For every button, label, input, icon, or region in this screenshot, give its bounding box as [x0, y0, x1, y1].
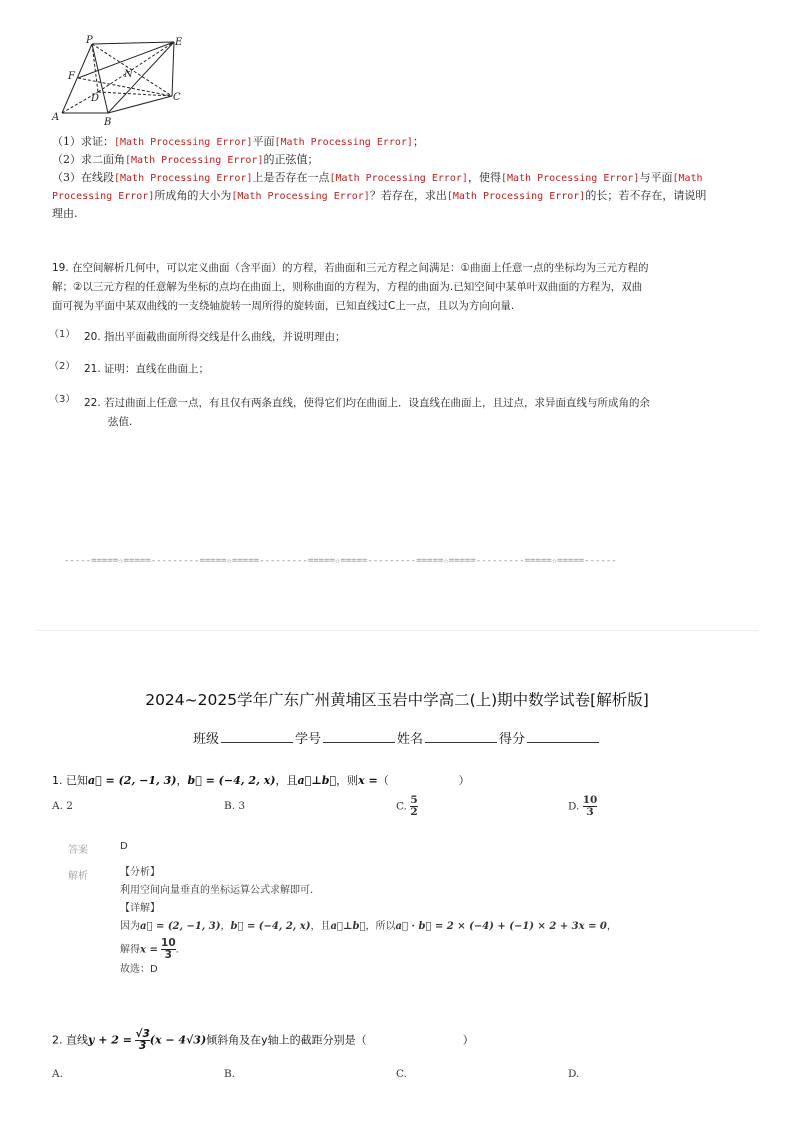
- q18-part2: （2）求二面角[Math Processing Error]的正弦值；: [52, 153, 319, 166]
- page-divider: [36, 630, 758, 631]
- q2-option-b[interactable]: B.: [224, 1068, 236, 1080]
- q19-stem: [52, 259, 742, 316]
- edge-BC: [108, 96, 172, 113]
- q2-option-a[interactable]: A.: [52, 1068, 63, 1080]
- q19-sub1-number: （1）: [49, 329, 76, 340]
- q1-option-d[interactable]: D. $\frac{10}{3}$: [568, 794, 598, 818]
- edge-EB: [108, 42, 174, 113]
- class-blank[interactable]: [221, 730, 293, 743]
- edge-PA: [62, 44, 92, 113]
- q19-sub3: 22. 若过曲面上任意一点，有且仅有两条直线，使得它们均在曲面上．设直线在曲面上，且过点，求异面直线与所成角的余 弦值.: [84, 397, 651, 428]
- answer-label: 答案: [68, 845, 88, 856]
- q18-part3-line2: Processing Error]所成角的大小为[Math Processing Error]？若存在，求出[Math Processing Error]的长；若不存在，请说明: [52, 189, 707, 202]
- q19-line2: 解；②以三元方程的任意解为坐标的点均在曲面上，则称曲面的方程为，方程的曲面为.已知空间中某单叶双曲面的方程为，双曲: [52, 281, 643, 293]
- q2-fraction: $\frac{√3}{3}$: [135, 1028, 150, 1052]
- label-P: P: [86, 35, 93, 46]
- q2-option-c[interactable]: C.: [396, 1068, 407, 1080]
- id-label: 学号: [294, 732, 321, 747]
- answer-value: D: [120, 841, 128, 852]
- id-blank[interactable]: [323, 730, 395, 743]
- edge-PE: [92, 42, 174, 44]
- student-info-line: [0, 728, 794, 747]
- label-E: E: [175, 37, 183, 48]
- geometry-figure: [48, 34, 188, 129]
- edge-EC: [172, 42, 174, 96]
- class-label: 班级: [192, 732, 219, 747]
- analysis-label: 解析: [68, 871, 88, 882]
- name-blank[interactable]: [425, 730, 497, 743]
- detail-line: 因为a⃗ = (2, −1, 3)，b⃗ = (−4, 2, x)，且a⃗⊥b⃗，所以a⃗ · b⃗ = 2 × (−4) + (−1) × 2 + 3x = 0，: [120, 921, 617, 932]
- q19-line1: 19. 在空间解析几何中，可以定义曲面（含平面）的方程，若曲面和三元方程之间满足：①曲面上任意一点的坐标均为三元方程的: [52, 262, 649, 274]
- score-blank[interactable]: [527, 730, 599, 743]
- solve-line: 解得x = $\frac{10}{3}$ .: [120, 937, 179, 961]
- label-A: A: [52, 112, 60, 123]
- label-C: C: [173, 92, 181, 103]
- q1-option-a[interactable]: A. 2: [52, 800, 73, 812]
- label-F: F: [68, 71, 75, 82]
- q1-option-b[interactable]: B. 3: [224, 800, 246, 812]
- solve-fraction: $\frac{10}{3}$: [161, 937, 176, 961]
- q1-option-c-fraction: $\frac{5}{2}$: [410, 794, 418, 818]
- q18-part3-line3: 理由.: [52, 207, 78, 220]
- label-B: B: [104, 117, 112, 128]
- q19-line3: 面可视为平面中某双曲线的一支绕轴旋转一周所得的旋转面，已知直线过C上一点，且以为方向向量.: [52, 300, 515, 312]
- q19-sub1: 20. 指出平面截曲面所得交线是什么曲线，并说明理由；: [84, 331, 346, 343]
- page-title: 2024~2025学年广东广州黄埔区玉岩中学高二(上)期中数学试卷[解析版]: [145, 691, 649, 709]
- analysis-body: 【分析】 利用空间向量垂直的坐标运算公式求解即可. 【详解】 因为a⃗ = (2, −1, 3)，b⃗ = (−4, 2, x)，且a⃗⊥b⃗，所以a⃗ · b⃗ = 2 × (−4) + (−1) × 2 + 3x = 0， 解得x = $\frac{10}{3}$ . 故选：D: [120, 867, 617, 975]
- label-D: D: [91, 93, 100, 104]
- q1-option-d-fraction: $\frac{10}{3}$: [582, 794, 598, 818]
- name-label: 姓名: [397, 732, 424, 747]
- q19-sub2-number: （2）: [49, 361, 76, 372]
- q2-stem: 2. 直线y + 2 = $\frac{√3}{3}$ (x − 4√3)倾斜角及在y轴上的截距分别是（ ）: [52, 1028, 474, 1052]
- q2-option-d[interactable]: D.: [568, 1068, 580, 1080]
- q18-part1: （1）求证：[Math Processing Error]平面[Math Processing Error]；: [52, 135, 424, 148]
- edge-DC: [98, 92, 172, 96]
- q1-option-c[interactable]: C. $\frac{5}{2}$: [396, 794, 418, 818]
- q18-part3-line1: （3）在线段[Math Processing Error]上是否存在一点[Math Processing Error]，使得[Math Processing Error]与平面[Math: [52, 171, 703, 184]
- q19-sub3-number: （3）: [49, 394, 76, 405]
- section-separator: -----=====☆=====---------=====☆=====---------=====☆=====---------=====☆=====---------=====☆=====------: [64, 556, 617, 566]
- q19-sub2: 21. 证明：直线在曲面上；: [84, 363, 210, 375]
- q1-stem: 1. 已知a⃗ = (2, −1, 3)，b⃗ = (−4, 2, x)，且a⃗⊥b⃗，则x =（ ）: [52, 774, 470, 787]
- label-N: N: [124, 69, 133, 80]
- score-label: 得分: [499, 732, 526, 747]
